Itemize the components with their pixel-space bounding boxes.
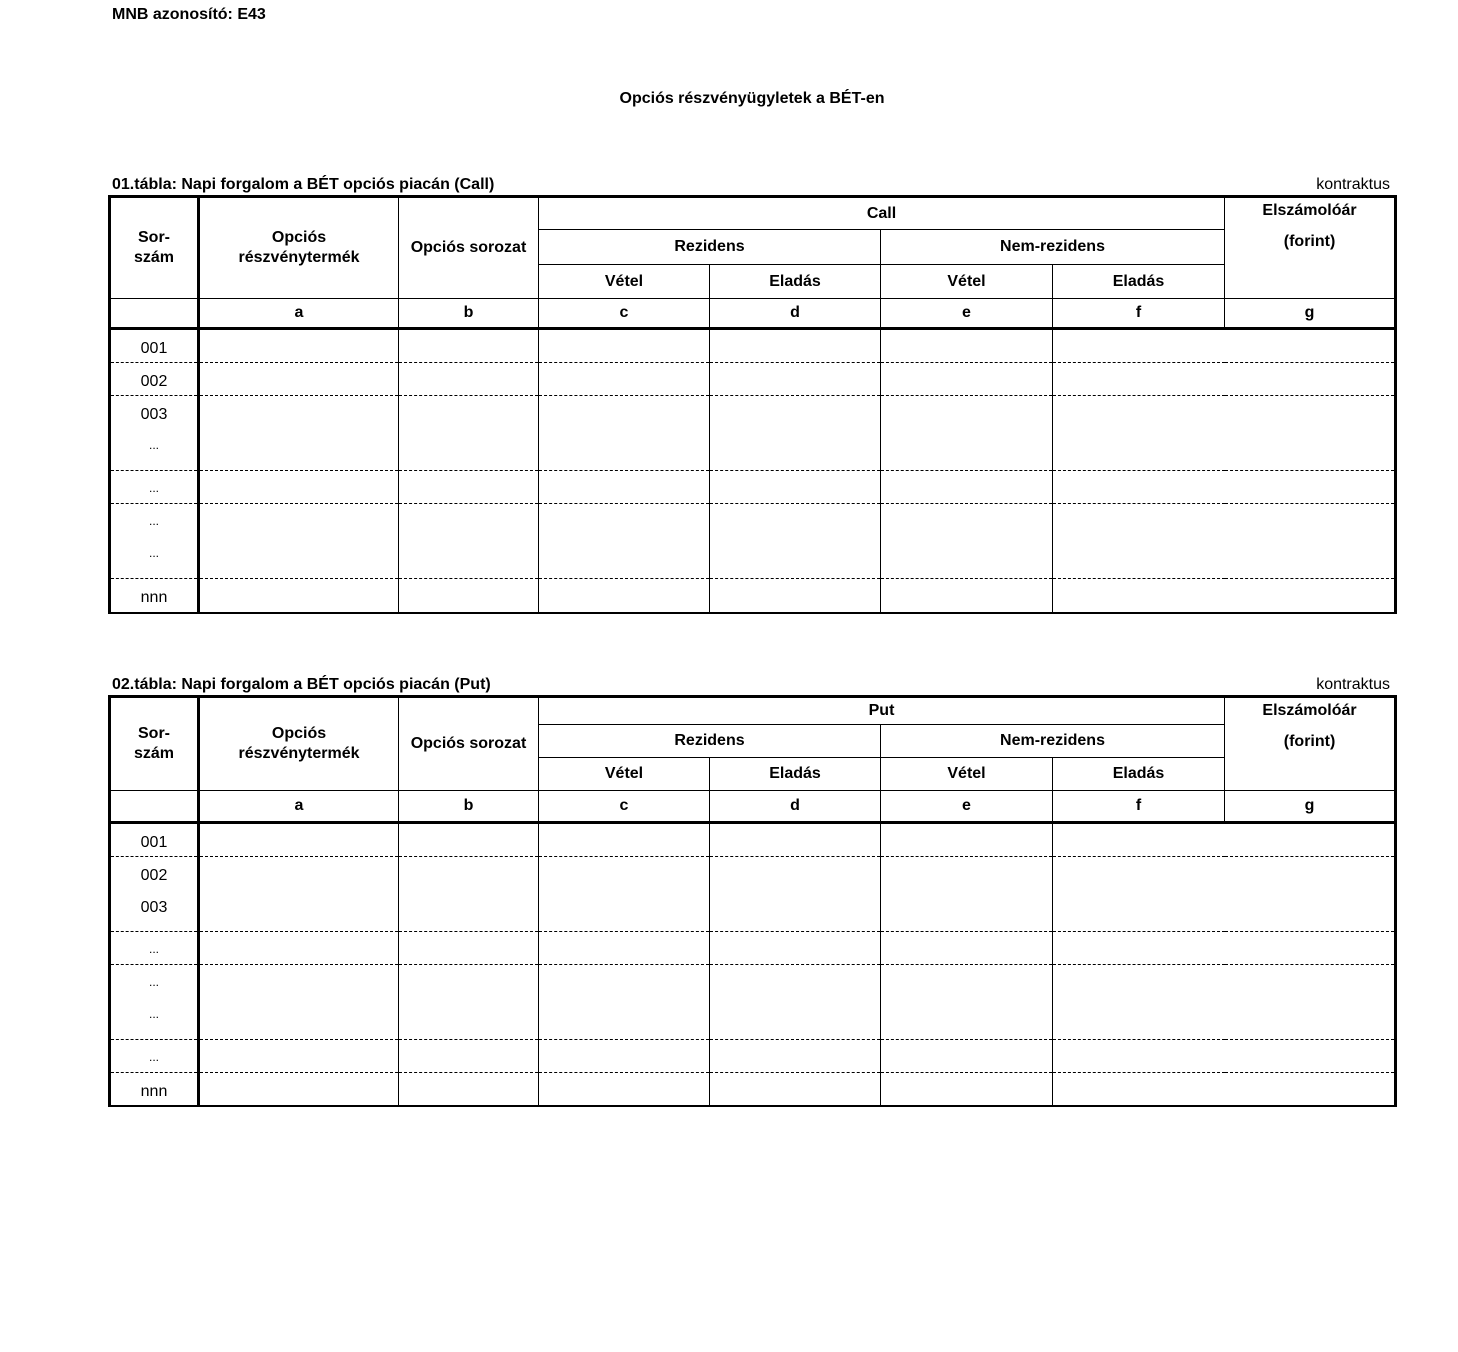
cell-d[interactable] xyxy=(710,932,881,965)
header-elszamoloar xyxy=(1225,698,1395,791)
cell-b[interactable] xyxy=(399,823,539,857)
cell-a[interactable] xyxy=(199,329,399,363)
header-letter-c: c xyxy=(539,299,710,329)
cell-a[interactable] xyxy=(199,1040,399,1073)
cell-c[interactable] xyxy=(539,823,710,857)
cell-a[interactable] xyxy=(199,857,399,932)
table-caption: 02.tábla: Napi forgalom a BÉT opciós piacán (Put) xyxy=(112,676,491,693)
header-letter-b: b xyxy=(399,791,539,823)
cell-f[interactable] xyxy=(1053,965,1225,1040)
cell-f[interactable] xyxy=(1053,329,1225,363)
cell-d[interactable] xyxy=(710,471,881,504)
cell-f[interactable] xyxy=(1053,932,1225,965)
cell-b[interactable] xyxy=(399,329,539,363)
document-title: Opciós részvényügyletek a BÉT-en xyxy=(619,90,885,107)
header-rezidens: Rezidens xyxy=(539,230,881,265)
header-opcios-sorozat: Opciós sorozat xyxy=(399,698,539,791)
header-letter-c: c xyxy=(539,791,710,823)
cell-c[interactable] xyxy=(539,363,710,396)
header-rezidens-eladas: Eladás xyxy=(710,265,881,299)
cell-a[interactable] xyxy=(199,471,399,504)
cell-d[interactable] xyxy=(710,329,881,363)
cell-e[interactable] xyxy=(881,823,1053,857)
cell-g[interactable] xyxy=(1225,932,1395,965)
table-row xyxy=(111,857,1395,932)
header-elszamoloar-label: Elszámolóár xyxy=(1262,202,1357,219)
cell-d[interactable] xyxy=(710,1040,881,1073)
cell-c[interactable] xyxy=(539,504,710,579)
cell-a[interactable] xyxy=(199,965,399,1040)
table-row xyxy=(111,396,1395,471)
table-row xyxy=(111,329,1395,363)
header-nem-rezidens-vetel: Vétel xyxy=(881,758,1053,791)
cell-e[interactable] xyxy=(881,1040,1053,1073)
row-label-line: 003 xyxy=(140,406,168,423)
header-letter-d: d xyxy=(710,791,881,823)
cell-a[interactable] xyxy=(199,504,399,579)
row-label xyxy=(111,1073,199,1106)
row-label-line: 003 xyxy=(140,899,168,916)
cell-e[interactable] xyxy=(881,329,1053,363)
row-label-line: ... xyxy=(148,438,159,452)
row-label-line: 002 xyxy=(140,867,168,884)
header-opcios-reszvenytermek-label: Opciós részvénytermék xyxy=(238,725,360,762)
data-table xyxy=(110,697,1395,1105)
cell-g[interactable] xyxy=(1225,396,1395,471)
cell-f[interactable] xyxy=(1053,823,1225,857)
header-sorszam xyxy=(111,698,199,791)
cell-g[interactable] xyxy=(1225,1040,1395,1073)
table-row xyxy=(111,579,1395,612)
cell-a[interactable] xyxy=(199,932,399,965)
cell-d[interactable] xyxy=(710,363,881,396)
cell-c[interactable] xyxy=(539,857,710,932)
cell-c[interactable] xyxy=(539,471,710,504)
cell-a[interactable] xyxy=(199,396,399,471)
header-letter-b: b xyxy=(399,299,539,329)
header-letter-a: a xyxy=(199,791,399,823)
header-rezidens-vetel: Vétel xyxy=(539,265,710,299)
cell-c[interactable] xyxy=(539,396,710,471)
row-label xyxy=(111,965,199,1040)
cell-g[interactable] xyxy=(1225,471,1395,504)
header-letter-f: f xyxy=(1053,299,1225,329)
header-elszamoloar-label: Elszámolóár xyxy=(1262,702,1357,719)
cell-a[interactable] xyxy=(199,579,399,612)
header-letter-d: d xyxy=(710,299,881,329)
header-opcios-reszvenytermek xyxy=(199,698,399,791)
cell-a[interactable] xyxy=(199,1073,399,1106)
cell-g[interactable] xyxy=(1225,965,1395,1040)
cell-d[interactable] xyxy=(710,823,881,857)
cell-d[interactable] xyxy=(710,857,881,932)
table-row xyxy=(111,823,1395,857)
table-row xyxy=(111,471,1395,504)
cell-c[interactable] xyxy=(539,329,710,363)
row-label xyxy=(111,329,199,363)
cell-d[interactable] xyxy=(710,579,881,612)
cell-b[interactable] xyxy=(399,579,539,612)
cell-d[interactable] xyxy=(710,1073,881,1106)
header-nem-rezidens-eladas: Eladás xyxy=(1053,265,1225,299)
cell-e[interactable] xyxy=(881,965,1053,1040)
header-letter-e: e xyxy=(881,299,1053,329)
row-label-line: ... xyxy=(148,514,159,528)
cell-g[interactable] xyxy=(1225,504,1395,579)
header-rezidens: Rezidens xyxy=(539,725,881,758)
cell-b[interactable] xyxy=(399,1073,539,1106)
row-label xyxy=(111,579,199,612)
table-unit: kontraktus xyxy=(1316,176,1390,193)
cell-d[interactable] xyxy=(710,396,881,471)
cell-g[interactable] xyxy=(1225,823,1395,857)
cell-b[interactable] xyxy=(399,396,539,471)
table-row xyxy=(111,965,1395,1040)
cell-e[interactable] xyxy=(881,932,1053,965)
row-label xyxy=(111,932,199,965)
header-elszamoloar xyxy=(1225,198,1395,299)
row-label xyxy=(111,396,199,471)
row-label-line: nnn xyxy=(140,589,168,606)
cell-f[interactable] xyxy=(1053,504,1225,579)
row-label-line: ... xyxy=(148,1007,159,1021)
row-label xyxy=(111,471,199,504)
table-caption: 01.tábla: Napi forgalom a BÉT opciós piacán (Call) xyxy=(112,176,495,193)
row-label-line: nnn xyxy=(140,1083,168,1100)
cell-e[interactable] xyxy=(881,471,1053,504)
header-opcios-sorozat: Opciós sorozat xyxy=(399,198,539,299)
row-label-line: ... xyxy=(148,546,159,560)
data-table xyxy=(110,197,1395,612)
table-row xyxy=(111,363,1395,396)
cell-f[interactable] xyxy=(1053,1040,1225,1073)
cell-b[interactable] xyxy=(399,504,539,579)
table-row xyxy=(111,1040,1395,1073)
header-letter-e: e xyxy=(881,791,1053,823)
header-nem-rezidens-eladas: Eladás xyxy=(1053,758,1225,791)
table-unit: kontraktus xyxy=(1316,676,1390,693)
row-label-line: 002 xyxy=(140,373,168,390)
row-label-line: ... xyxy=(148,942,159,956)
header-rezidens-vetel: Vétel xyxy=(539,758,710,791)
cell-f[interactable] xyxy=(1053,471,1225,504)
row-label-line: 001 xyxy=(140,834,168,851)
header-rezidens-eladas: Eladás xyxy=(710,758,881,791)
cell-c[interactable] xyxy=(539,932,710,965)
header-sorszam-label: Sor-szám xyxy=(133,229,175,266)
cell-a[interactable] xyxy=(199,823,399,857)
cell-f[interactable] xyxy=(1053,396,1225,471)
cell-c[interactable] xyxy=(539,1040,710,1073)
table-row xyxy=(111,1073,1395,1106)
row-label xyxy=(111,504,199,579)
header-opcios-reszvenytermek-label: Opciós részvénytermék xyxy=(238,229,360,266)
row-label xyxy=(111,857,199,932)
cell-c[interactable] xyxy=(539,1073,710,1106)
cell-f[interactable] xyxy=(1053,857,1225,932)
cell-b[interactable] xyxy=(399,1040,539,1073)
table-row xyxy=(111,504,1395,579)
header-opcios-reszvenytermek xyxy=(199,198,399,299)
cell-b[interactable] xyxy=(399,965,539,1040)
header-nem-rezidens: Nem-rezidens xyxy=(881,230,1225,265)
cell-e[interactable] xyxy=(881,396,1053,471)
cell-a[interactable] xyxy=(199,363,399,396)
cell-b[interactable] xyxy=(399,471,539,504)
cell-g[interactable] xyxy=(1225,363,1395,396)
header-letter-g: g xyxy=(1225,791,1395,823)
header-letter-blank xyxy=(111,299,199,329)
header-letter-f: f xyxy=(1053,791,1225,823)
cell-b[interactable] xyxy=(399,932,539,965)
cell-b[interactable] xyxy=(399,857,539,932)
row-label xyxy=(111,363,199,396)
row-label-line: ... xyxy=(148,975,159,989)
header-letter-a: a xyxy=(199,299,399,329)
header-sorszam-label: Sor-szám xyxy=(133,725,175,762)
cell-d[interactable] xyxy=(710,965,881,1040)
mnb-id: MNB azonosító: E43 xyxy=(112,6,266,23)
cell-g[interactable] xyxy=(1225,1073,1395,1106)
header-group: Put xyxy=(539,698,1225,725)
header-elszamoloar-unit: (forint) xyxy=(1283,233,1336,250)
row-label xyxy=(111,823,199,857)
cell-c[interactable] xyxy=(539,579,710,612)
cell-c[interactable] xyxy=(539,965,710,1040)
cell-b[interactable] xyxy=(399,363,539,396)
cell-e[interactable] xyxy=(881,504,1053,579)
header-sorszam xyxy=(111,198,199,299)
header-nem-rezidens: Nem-rezidens xyxy=(881,725,1225,758)
row-label-line: ... xyxy=(148,481,159,495)
cell-g[interactable] xyxy=(1225,329,1395,363)
header-letter-blank xyxy=(111,791,199,823)
cell-f[interactable] xyxy=(1053,579,1225,612)
cell-e[interactable] xyxy=(881,363,1053,396)
table-row xyxy=(111,932,1395,965)
cell-g[interactable] xyxy=(1225,857,1395,932)
row-label-line: ... xyxy=(148,1050,159,1064)
cell-g[interactable] xyxy=(1225,579,1395,612)
row-label-line: 001 xyxy=(140,340,168,357)
header-group: Call xyxy=(539,198,1225,230)
cell-f[interactable] xyxy=(1053,363,1225,396)
cell-e[interactable] xyxy=(881,579,1053,612)
header-elszamoloar-unit: (forint) xyxy=(1283,733,1336,750)
cell-f[interactable] xyxy=(1053,1073,1225,1106)
cell-e[interactable] xyxy=(881,1073,1053,1106)
header-nem-rezidens-vetel: Vétel xyxy=(881,265,1053,299)
row-label xyxy=(111,1040,199,1073)
header-letter-g: g xyxy=(1225,299,1395,329)
cell-d[interactable] xyxy=(710,504,881,579)
cell-e[interactable] xyxy=(881,857,1053,932)
